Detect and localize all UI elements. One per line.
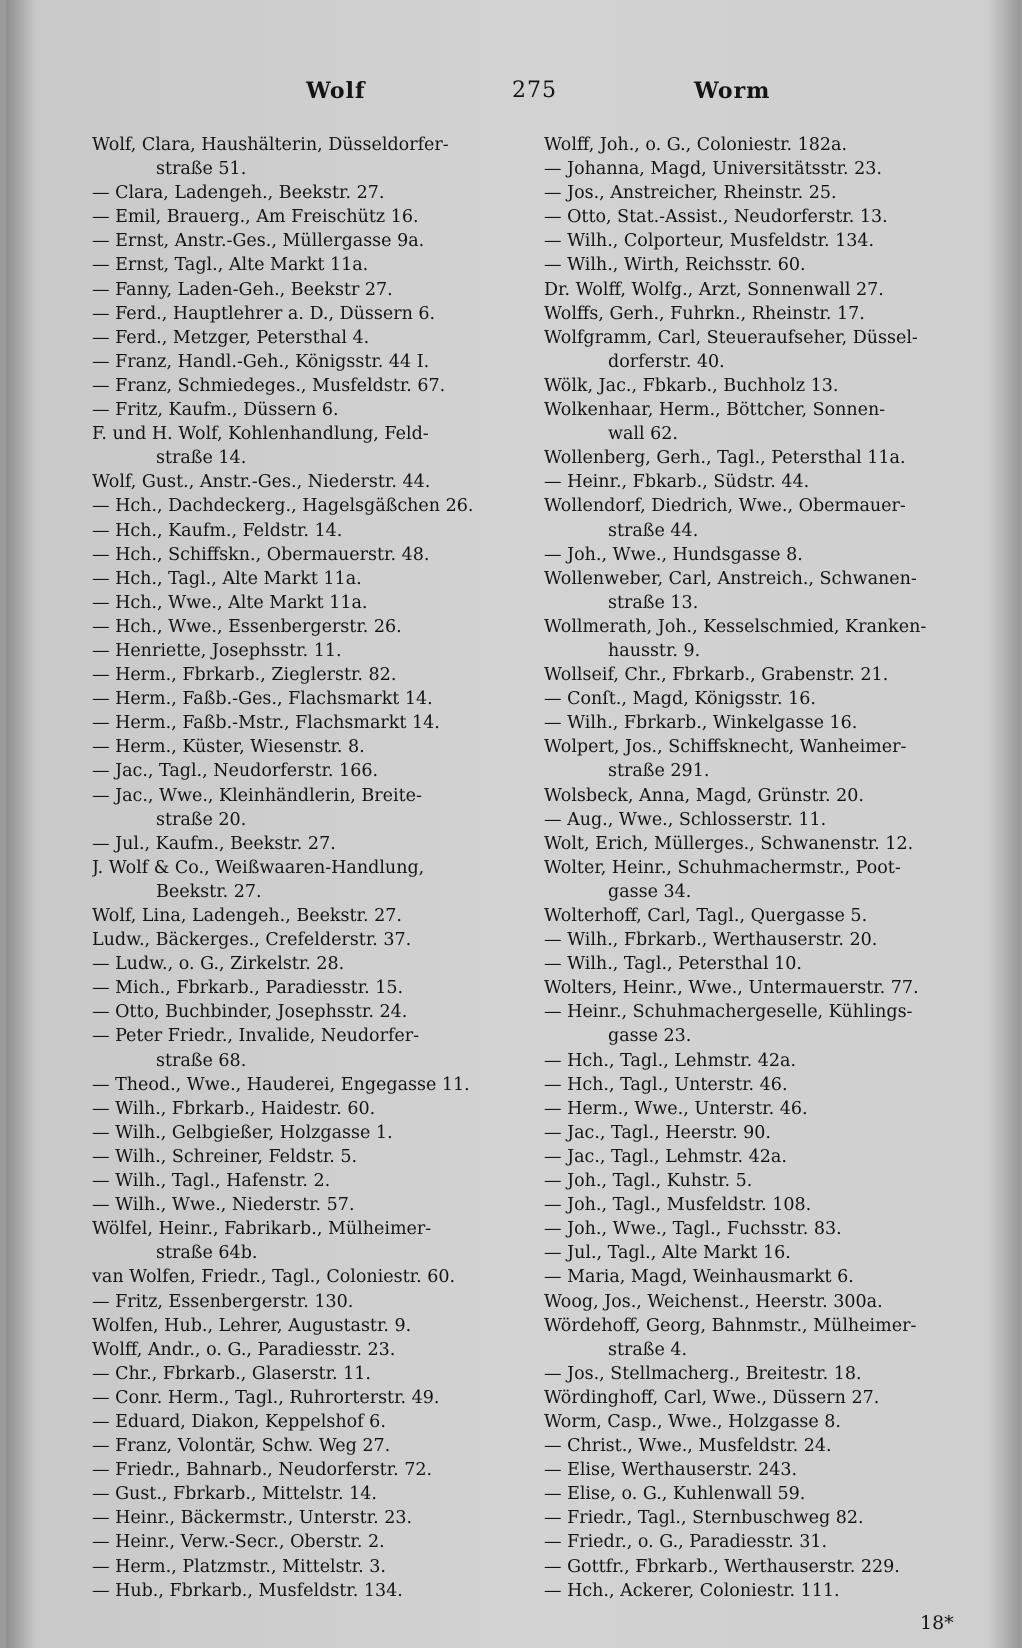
directory-entry: — Peter Friedr., Invalide, Neudorfer- <box>92 1026 420 1047</box>
directory-entry: — Heinr., Verw.-Secr., Oberstr. 2. <box>92 1532 385 1553</box>
directory-entry: — Conſt., Magd, Königsstr. 16. <box>544 689 816 710</box>
directory-entry: — Ferd., Hauptlehrer a. D., Düssern 6. <box>92 303 436 324</box>
directory-entry: Wolfen, Hub., Lehrer, Augustastr. 9. <box>92 1315 412 1336</box>
directory-entry: — Theod., Wwe., Hauderei, Engegasse 11. <box>92 1074 470 1095</box>
directory-entry: — Fritz, Kaufm., Düssern 6. <box>92 400 339 421</box>
directory-entry: — Eduard, Diakon, Keppelshof 6. <box>92 1411 386 1432</box>
directory-entry: — Chr., Fbrkarb., Glaserstr. 11. <box>92 1363 371 1384</box>
directory-entry: Wolters, Heinr., Wwe., Untermauerstr. 77. <box>544 978 919 999</box>
directory-entry: — Christ., Wwe., Musfeldstr. 24. <box>544 1436 832 1457</box>
directory-entry: — Hch., Tagl., Lehmstr. 42a. <box>544 1050 797 1071</box>
directory-entry: J. Wolf & Co., Weißwaaren-Handlung, <box>92 857 425 878</box>
directory-entry: — Henriette, Josephsstr. 11. <box>92 640 342 661</box>
directory-entry: Woog, Jos., Weichenst., Heerstr. 300a. <box>544 1291 883 1312</box>
entry-continuation: straße 68. <box>156 1050 247 1071</box>
directory-entry: — Friedr., o. G., Paradiesstr. 31. <box>544 1532 828 1553</box>
directory-entry: — Wilh., Fbrkarb., Haidestr. 60. <box>92 1098 376 1119</box>
directory-entry: — Herm., Faßb.-Ges., Flachsmarkt 14. <box>92 689 433 710</box>
directory-entry: — Jac., Tagl., Lehmstr. 42a. <box>544 1146 787 1167</box>
directory-entry: — Wilh., Fbrkarb., Winkelgasse 16. <box>544 713 858 734</box>
entry-continuation: hausstr. 9. <box>608 640 701 661</box>
directory-entry: — Friedr., Tagl., Sternbuschweg 82. <box>544 1508 864 1529</box>
directory-entry: — Wilh., Tagl., Petersthal 10. <box>544 954 802 975</box>
directory-entry: Wolf, Gust., Anstr.-Ges., Niederstr. 44. <box>92 472 431 493</box>
directory-entry: — Mich., Fbrkarb., Paradiesstr. 15. <box>92 978 404 999</box>
directory-entry: — Hch., Schiffskn., Obermauerstr. 48. <box>92 544 430 565</box>
directory-entry: — Heinr., Schuhmachergeselle, Kühlings- <box>544 1002 913 1023</box>
page-header <box>6 78 1018 108</box>
page-number: 275 <box>512 78 557 103</box>
directory-entry: Wollseif, Chr., Fbrkarb., Grabenstr. 21. <box>544 665 889 686</box>
directory-entry: — Emil, Brauerg., Am Freischütz 16. <box>92 207 419 228</box>
directory-entry: Wolf, Lina, Ladengeh., Beekstr. 27. <box>92 906 402 926</box>
header-first-entry: Wolf <box>306 78 366 104</box>
entry-continuation: straße 20. <box>156 809 247 830</box>
directory-entry: — Ludw., o. G., Zirkelstr. 28. <box>92 954 345 975</box>
directory-entry: — Wilh., Fbrkarb., Werthauserstr. 20. <box>544 930 878 951</box>
header-last-entry: Worm <box>694 78 771 104</box>
directory-entry: Worm, Casp., Wwe., Holzgasse 8. <box>544 1411 841 1432</box>
directory-entry: Wolter, Heinr., Schuhmachermstr., Poot- <box>544 857 901 878</box>
directory-entry: — Joh., Wwe., Hundsgasse 8. <box>544 544 803 565</box>
directory-entry: F. und H. Wolf, Kohlenhandlung, Feld- <box>92 424 429 445</box>
directory-entry: — Jac., Wwe., Kleinhändlerin, Breite- <box>92 785 422 806</box>
entry-continuation: straße 291. <box>608 761 710 782</box>
directory-entry: — Jos., Anstreicher, Rheinstr. 25. <box>544 183 837 204</box>
directory-entry: — Herm., Küster, Wiesenstr. 8. <box>92 737 365 758</box>
directory-entry: — Hch., Wwe., Essenbergerstr. 26. <box>92 616 402 637</box>
directory-entry: Wollendorf, Diedrich, Wwe., Obermauer- <box>544 496 906 517</box>
directory-entry: Wolsbeck, Anna, Magd, Grünstr. 20. <box>544 785 864 806</box>
directory-entry: — Gottfr., Fbrkarb., Werthauserstr. 229. <box>544 1556 900 1577</box>
entry-continuation: straße 44. <box>608 520 699 541</box>
directory-entry: — Elise, o. G., Kuhlenwall 59. <box>544 1484 806 1505</box>
directory-entry: Dr. Wolff, Wolfg., Arzt, Sonnenwall 27. <box>544 279 884 300</box>
directory-entry: Wollenweber, Carl, Anstreich., Schwanen- <box>544 568 917 589</box>
directory-entry: — Jul., Tagl., Alte Markt 16. <box>544 1243 791 1264</box>
directory-entry: Wolf, Clara, Haushälterin, Düsseldorfer- <box>92 135 449 155</box>
directory-entry: — Fritz, Essenbergerstr. 130. <box>92 1291 354 1312</box>
directory-entry: Wördinghoff, Carl, Wwe., Düssern 27. <box>544 1387 880 1408</box>
directory-entry: — Herm., Wwe., Unterstr. 46. <box>544 1098 808 1119</box>
directory-entry: — Jul., Kaufm., Beekstr. 27. <box>92 833 336 854</box>
directory-entry: — Franz, Schmiedeges., Musfeldstr. 67. <box>92 375 446 396</box>
directory-entry: — Johanna, Magd, Universitätsstr. 23. <box>544 159 882 180</box>
directory-entry: — Hch., Wwe., Alte Markt 11a. <box>92 592 368 613</box>
directory-entry: Wölk, Jac., Fbkarb., Buchholz 13. <box>544 375 839 396</box>
directory-entry: — Wilh., Wirth, Reichsstr. 60. <box>544 255 806 276</box>
directory-entry: — Heinr., Fbkarb., Südstr. 44. <box>544 472 810 493</box>
directory-entry: — Joh., Wwe., Tagl., Fuchsstr. 83. <box>544 1219 842 1240</box>
sheet-signature: 18* <box>920 1612 954 1634</box>
directory-entry: — Gust., Fbrkarb., Mittelstr. 14. <box>92 1484 377 1505</box>
directory-entry: — Jac., Tagl., Heerstr. 90. <box>544 1122 771 1143</box>
directory-entry: — Wilh., Wwe., Niederstr. 57. <box>92 1195 355 1216</box>
directory-page <box>6 0 1018 1648</box>
entry-continuation: gasse 23. <box>608 1026 692 1047</box>
directory-entry: Wollmerath, Joh., Kesselschmied, Kranken- <box>544 616 927 637</box>
directory-entry: — Wilh., Schreiner, Feldstr. 5. <box>92 1146 358 1167</box>
directory-entry: — Maria, Magd, Weinhausmarkt 6. <box>544 1267 854 1288</box>
directory-entry: — Hch., Ackerer, Coloniestr. 111. <box>544 1580 840 1601</box>
directory-entry: — Hch., Tagl., Unterstr. 46. <box>544 1074 788 1095</box>
directory-entry: — Conr. Herm., Tagl., Ruhrorterstr. 49. <box>92 1387 440 1408</box>
directory-entry: — Joh., Tagl., Musfeldstr. 108. <box>544 1195 812 1216</box>
entry-continuation: straße 51. <box>156 159 247 180</box>
entry-continuation: straße 14. <box>156 448 247 469</box>
directory-entry: — Clara, Ladengeh., Beekstr. 27. <box>92 183 385 204</box>
right-column <box>544 133 974 1603</box>
directory-entry: Wolterhoff, Carl, Tagl., Quergasse 5. <box>544 906 868 926</box>
directory-entry: — Ernst, Tagl., Alte Markt 11a. <box>92 255 369 276</box>
entry-continuation: gasse 34. <box>608 881 692 902</box>
directory-entry: — Jos., Stellmacherg., Breitestr. 18. <box>544 1363 862 1384</box>
directory-entry: Wolff, Andr., o. G., Paradiesstr. 23. <box>92 1339 396 1360</box>
directory-entry: — Herm., Platzmstr., Mittelstr. 3. <box>92 1556 386 1577</box>
directory-entry: — Ferd., Metzger, Petersthal 4. <box>92 327 370 348</box>
directory-entry: — Ernst, Anstr.-Ges., Müllergasse 9a. <box>92 231 425 252</box>
entry-continuation: straße 13. <box>608 592 699 613</box>
directory-entry: van Wolfen, Friedr., Tagl., Coloniestr. 60. <box>92 1267 456 1288</box>
entry-continuation: straße 4. <box>608 1339 688 1360</box>
entry-continuation: Beekstr. 27. <box>156 881 262 902</box>
directory-entry: — Hch., Kaufm., Feldstr. 14. <box>92 520 343 541</box>
directory-entry: Wolkenhaar, Herm., Böttcher, Sonnen- <box>544 400 886 421</box>
directory-entry: — Otto, Stat.-Assist., Neudorferstr. 13. <box>544 207 888 228</box>
entry-continuation: wall 62. <box>608 424 678 445</box>
directory-entry: Wollenberg, Gerh., Tagl., Petersthal 11a. <box>544 448 906 469</box>
directory-entry: — Franz, Volontär, Schw. Weg 27. <box>92 1436 391 1457</box>
directory-entry: — Wilh., Gelbgießer, Holzgasse 1. <box>92 1122 393 1143</box>
directory-entry: — Wilh., Tagl., Hafenstr. 2. <box>92 1171 331 1192</box>
directory-entry: — Hch., Tagl., Alte Markt 11a. <box>92 568 362 589</box>
directory-entry: — Jac., Tagl., Neudorferstr. 166. <box>92 761 379 782</box>
directory-entry: — Friedr., Bahnarb., Neudorferstr. 72. <box>92 1460 433 1481</box>
directory-entry: — Otto, Buchbinder, Josephsstr. 24. <box>92 1002 408 1023</box>
directory-entry: Ludw., Bäckerges., Crefelderstr. 37. <box>92 930 412 951</box>
directory-entry: Wolffs, Gerh., Fuhrkn., Rheinstr. 17. <box>544 303 865 324</box>
directory-entry: — Herm., Fbrkarb., Zieglerstr. 82. <box>92 665 397 686</box>
directory-entry: — Joh., Tagl., Kuhstr. 5. <box>544 1171 753 1192</box>
entry-continuation: dorferstr. 40. <box>608 351 725 372</box>
directory-entry: Wolpert, Jos., Schiffsknecht, Wanheimer- <box>544 737 907 758</box>
directory-entry: — Herm., Faßb.-Mstr., Flachsmarkt 14. <box>92 713 440 734</box>
directory-entry: — Aug., Wwe., Schlosserstr. 11. <box>544 809 827 830</box>
entry-continuation: straße 64b. <box>156 1243 258 1264</box>
directory-entry: Wördehoff, Georg, Bahnmstr., Mülheimer- <box>544 1315 917 1336</box>
directory-entry: — Franz, Handl.-Geh., Königsstr. 44 I. <box>92 351 430 372</box>
left-column <box>92 133 522 1603</box>
directory-entry: — Fanny, Laden-Geh., Beekstr 27. <box>92 279 393 300</box>
directory-entry: — Wilh., Colporteur, Musfeldstr. 134. <box>544 231 875 252</box>
directory-entry: — Heinr., Bäckermstr., Unterstr. 23. <box>92 1508 413 1529</box>
directory-entry: Wolff, Joh., o. G., Coloniestr. 182a. <box>544 135 848 155</box>
directory-entry: Wolt, Erich, Müllerges., Schwanenstr. 12. <box>544 833 914 854</box>
directory-entry: — Hub., Fbrkarb., Musfeldstr. 134. <box>92 1580 403 1601</box>
directory-entry: — Elise, Werthauserstr. 243. <box>544 1460 798 1481</box>
directory-entry: Wolfgramm, Carl, Steueraufseher, Düssel- <box>544 327 918 348</box>
directory-entry: Wölfel, Heinr., Fabrikarb., Mülheimer- <box>92 1219 432 1240</box>
directory-entry: — Hch., Dachdeckerg., Hagelsgäßchen 26. <box>92 496 474 517</box>
